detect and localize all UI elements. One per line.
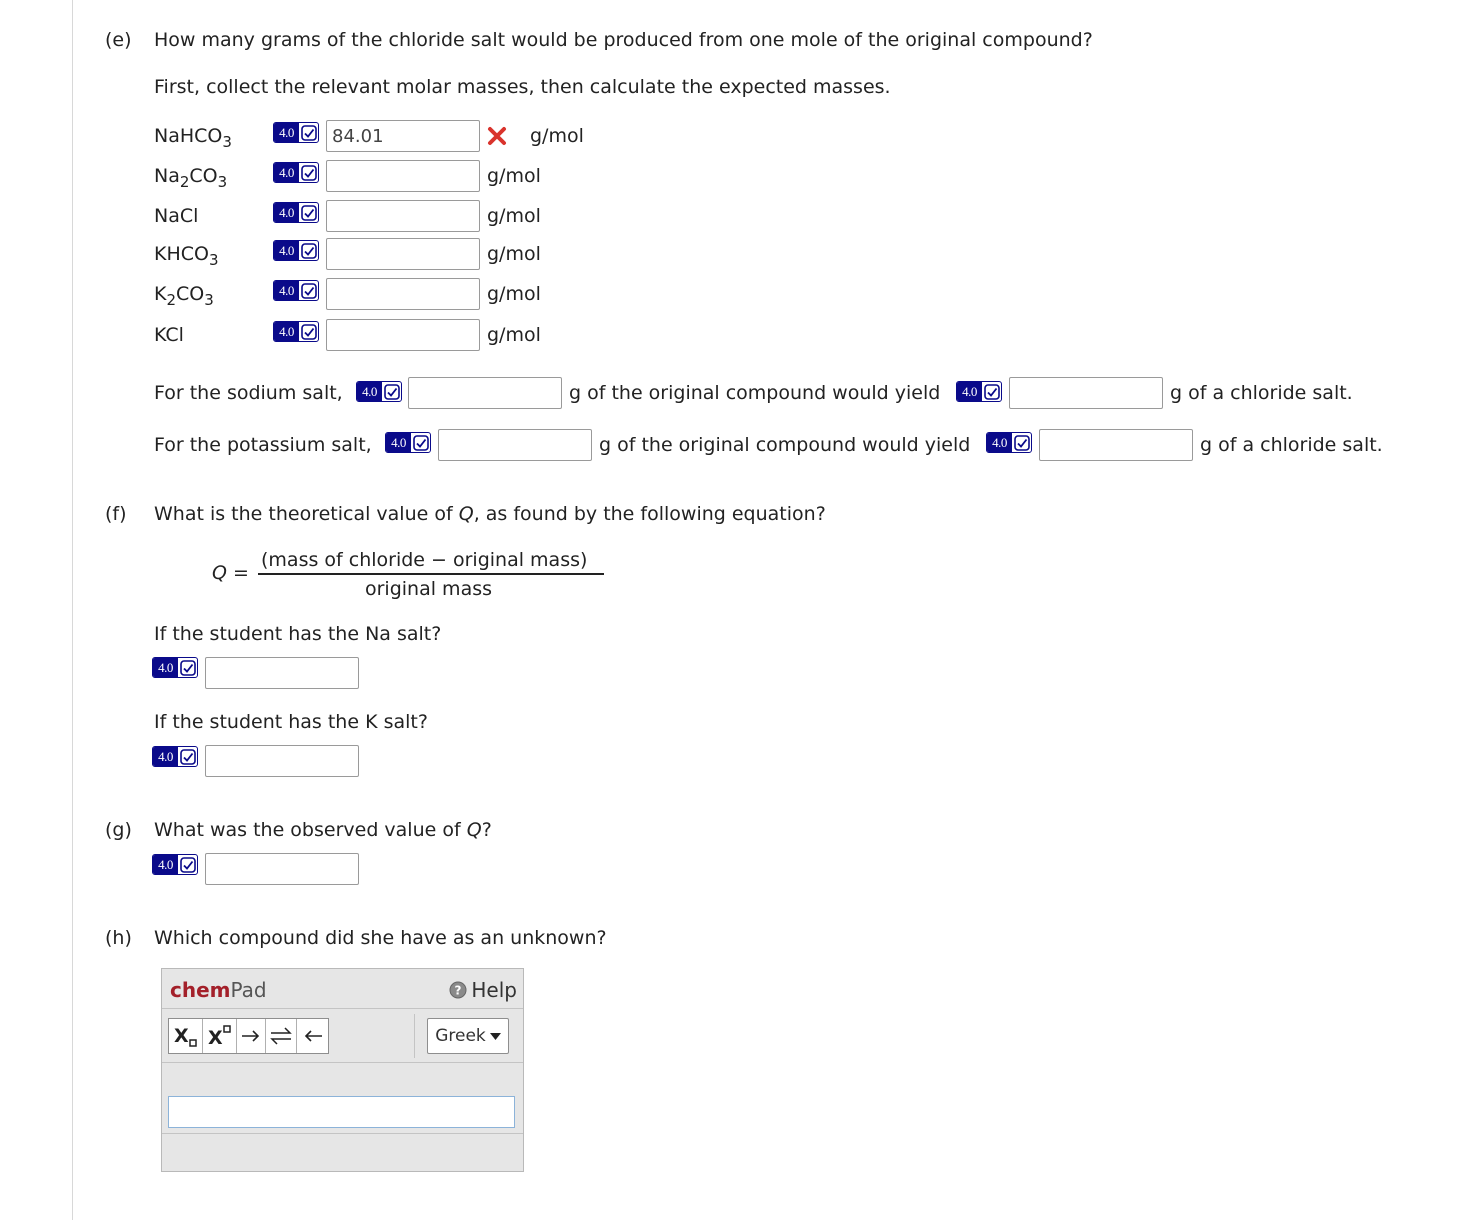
help-icon [449, 981, 467, 999]
check-icon [982, 382, 1001, 401]
chempad-toolbar [162, 1009, 523, 1063]
molar-mass-badge [273, 280, 319, 301]
help-button[interactable] [449, 978, 517, 1002]
check-icon [411, 433, 430, 452]
svg-text:X: X [207, 1027, 223, 1049]
chempad-header [162, 969, 523, 1009]
potassium-original-mass-input[interactable] [438, 429, 592, 461]
badge-value: 4.0 [274, 203, 299, 222]
badge-value: 4.0 [274, 241, 299, 260]
left-arrow-icon [303, 1029, 323, 1043]
check-icon [299, 322, 318, 341]
sodium-yield-middle: g of the original compound would yield [569, 382, 941, 404]
observed-q-input[interactable] [205, 853, 359, 885]
potassium-chloride-mass-input[interactable] [1039, 429, 1193, 461]
check-icon [178, 855, 197, 874]
molar-mass-input[interactable] [326, 200, 480, 232]
sodium-original-mass-input[interactable] [408, 377, 562, 409]
svg-text:X: X [173, 1025, 189, 1047]
molar-mass-input[interactable] [326, 120, 480, 152]
check-icon [299, 241, 318, 260]
incorrect-x-icon [487, 126, 507, 146]
part-e-question: How many grams of the chloride salt would be produced from one mole of the original compound? [154, 29, 1093, 51]
molar-mass-input[interactable] [326, 238, 480, 270]
molar-mass-input[interactable] [326, 319, 480, 351]
na-q-badge [152, 657, 198, 678]
badge-value: 4.0 [153, 747, 178, 766]
compound-formula: $KHCO_3$ [154, 243, 219, 269]
sodium-chloride-badge [956, 381, 1002, 402]
na-q-input[interactable] [205, 657, 359, 689]
caret-down-icon [490, 1033, 501, 1040]
potassium-yield-middle: g of the original compound would yield [599, 434, 971, 456]
molar-mass-unit: g/mol [487, 324, 541, 346]
chempad [161, 968, 524, 1172]
q-variable: Q [466, 819, 482, 841]
molar-mass-badge [273, 162, 319, 183]
potassium-chloride-badge [986, 432, 1032, 453]
potassium-original-badge [385, 432, 431, 453]
subscript-icon [172, 1023, 200, 1049]
compound-formula: $Na_2CO_3$ [154, 165, 228, 191]
k-salt-question: If the student has the K salt? [154, 711, 428, 733]
part-f-question: What is the theoretical value of Q, as found by the following equation? [154, 503, 826, 525]
check-icon [299, 123, 318, 142]
compound-formula: NaHCO$_3$ [154, 125, 232, 151]
chempad-title: chemPad [170, 978, 267, 1002]
right-arrow-icon [241, 1029, 261, 1043]
sodium-yield-suffix: g of a chloride salt. [1170, 382, 1353, 404]
part-g-label: (g) [105, 819, 132, 841]
molar-mass-input[interactable] [326, 160, 480, 192]
q-variable: Q [458, 503, 474, 525]
left-divider [72, 0, 73, 1220]
molar-mass-badge [273, 202, 319, 223]
chempad-tool-group [168, 1018, 329, 1054]
molar-mass-unit: g/mol [487, 283, 541, 305]
molar-mass-input[interactable] [326, 278, 480, 310]
k-q-badge [152, 746, 198, 767]
part-f-label: (f) [105, 503, 127, 525]
molar-mass-unit: g/mol [487, 165, 541, 187]
compound-formula: NaCl [154, 205, 199, 227]
equation-lhs: Q = [212, 562, 249, 584]
k-q-input[interactable] [205, 745, 359, 777]
chempad-input[interactable] [168, 1096, 515, 1128]
check-icon [178, 747, 197, 766]
greek-label: Greek [435, 1026, 486, 1046]
equilibrium-arrow-button[interactable] [266, 1019, 297, 1053]
na-salt-question: If the student has the Na salt? [154, 623, 442, 645]
sodium-original-badge [356, 381, 402, 402]
badge-value: 4.0 [274, 163, 299, 182]
equation-numerator: (mass of chloride − original mass) [261, 549, 588, 571]
part-e-label: (e) [105, 29, 132, 51]
molar-mass-badge [273, 321, 319, 342]
check-icon [299, 281, 318, 300]
left-arrow-button[interactable] [297, 1019, 328, 1053]
badge-value: 4.0 [357, 382, 382, 401]
part-g-question: What was the observed value of Q? [154, 819, 492, 841]
check-icon [299, 203, 318, 222]
subscript-button[interactable] [169, 1019, 203, 1053]
check-icon [299, 163, 318, 182]
molar-mass-badge [273, 240, 319, 261]
part-h-question: Which compound did she have as an unknown? [154, 927, 607, 949]
svg-text:?: ? [454, 983, 462, 998]
superscript-button[interactable] [203, 1019, 237, 1053]
part-e-instruction: First, collect the relevant molar masses, then calculate the expected masses. [154, 76, 891, 98]
help-label: Help [471, 978, 517, 1002]
equation-denominator: original mass [365, 578, 493, 600]
potassium-salt-prefix: For the potassium salt, [154, 434, 372, 456]
badge-value: 4.0 [386, 433, 411, 452]
superscript-icon [206, 1023, 234, 1049]
potassium-yield-suffix: g of a chloride salt. [1200, 434, 1383, 456]
badge-value: 4.0 [274, 281, 299, 300]
molar-mass-badge [273, 122, 319, 143]
badge-value: 4.0 [274, 123, 299, 142]
badge-value: 4.0 [987, 433, 1012, 452]
badge-value: 4.0 [274, 322, 299, 341]
check-icon [1012, 433, 1031, 452]
sodium-salt-prefix: For the sodium salt, [154, 382, 343, 404]
observed-q-badge [152, 854, 198, 875]
molar-mass-unit: g/mol [530, 125, 584, 147]
check-icon [382, 382, 401, 401]
equilibrium-arrow-icon [270, 1027, 292, 1045]
fraction-bar [258, 573, 604, 575]
badge-value: 4.0 [153, 855, 178, 874]
part-h-label: (h) [105, 927, 132, 949]
compound-formula: $K_2CO_3$ [154, 283, 214, 309]
check-icon [178, 658, 197, 677]
badge-value: 4.0 [957, 382, 982, 401]
chempad-footer-divider [162, 1133, 523, 1134]
molar-mass-unit: g/mol [487, 205, 541, 227]
sodium-chloride-mass-input[interactable] [1009, 377, 1163, 409]
greek-dropdown[interactable] [427, 1018, 509, 1054]
badge-value: 4.0 [153, 658, 178, 677]
right-arrow-button[interactable] [237, 1019, 266, 1053]
molar-mass-unit: g/mol [487, 243, 541, 265]
toolbar-separator [414, 1014, 415, 1058]
compound-formula: KCl [154, 324, 184, 346]
